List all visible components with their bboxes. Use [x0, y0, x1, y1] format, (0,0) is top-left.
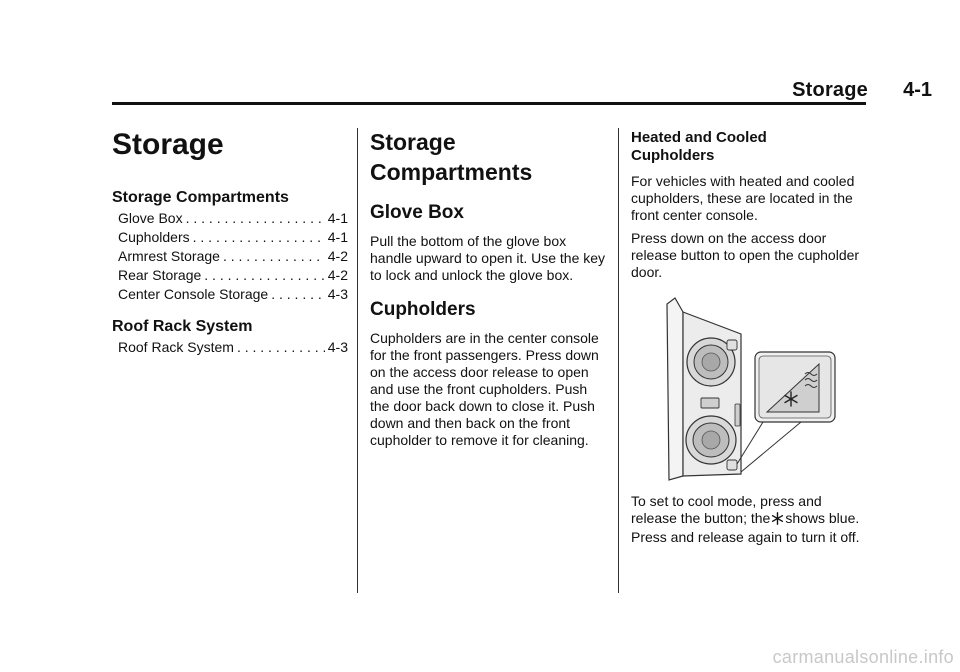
toc-item[interactable]: Glove Box . . . 4-1 [118, 209, 348, 228]
header-section-title: Storage [792, 79, 868, 101]
toc-list [112, 209, 348, 304]
chapter-title: Storage [112, 128, 224, 161]
glove-box-text: Pull the bottom of the glove box handle upward to open it. Use the key to lock and unlock the glove box. [370, 233, 606, 283]
toc-item[interactable]: Roof Rack System . . . 4-3 [118, 338, 348, 357]
toc-item[interactable]: Center Console Storage . . . 4-3 [118, 285, 348, 304]
toc-column [112, 120, 348, 357]
snowflake-icon [771, 512, 784, 529]
toc-item[interactable]: Rear Storage . . . 4-2 [118, 266, 348, 285]
heated-cooled-heading: Heated and Cooled Cupholders [631, 129, 767, 164]
glove-box-heading: Glove Box [370, 202, 464, 223]
column-divider [618, 128, 619, 593]
section-heading: Storage Compartments [370, 129, 533, 185]
toc-section-title: Roof Rack System [112, 318, 253, 335]
content-column-2 [370, 120, 606, 449]
header-page-number: 4-1 [903, 79, 932, 101]
cool-mode-text: To set to cool mode, press and release the button; the shows blue. Press and release again to turn it off. [631, 493, 860, 545]
toc-item[interactable]: Cupholders . . . 4-1 [118, 228, 348, 247]
toc-section-title: Storage Compartments [112, 189, 289, 206]
header-rule [112, 102, 866, 105]
cupholders-heading: Cupholders [370, 299, 476, 320]
watermark: carmanualsonline.info [772, 647, 954, 667]
toc-list [112, 338, 348, 357]
toc-item[interactable]: Armrest Storage . . . 4-2 [118, 247, 348, 266]
access-door-text: Press down on the access door release button to open the cupholder door. [631, 230, 860, 280]
page-header [0, 0, 960, 104]
cupholders-text: Cupholders are in the center console for the front passengers. Press down on the access door release to open and use the front cupholders. Push the door back down to close it. Push down and then back on the front cupholder to remove it for cleaning. [370, 330, 599, 448]
cupholder-illustration [655, 294, 845, 484]
heated-cooled-text: For vehicles with heated and cooled cupholders, these are located in the front center console. [631, 173, 855, 223]
column-divider [357, 128, 358, 593]
